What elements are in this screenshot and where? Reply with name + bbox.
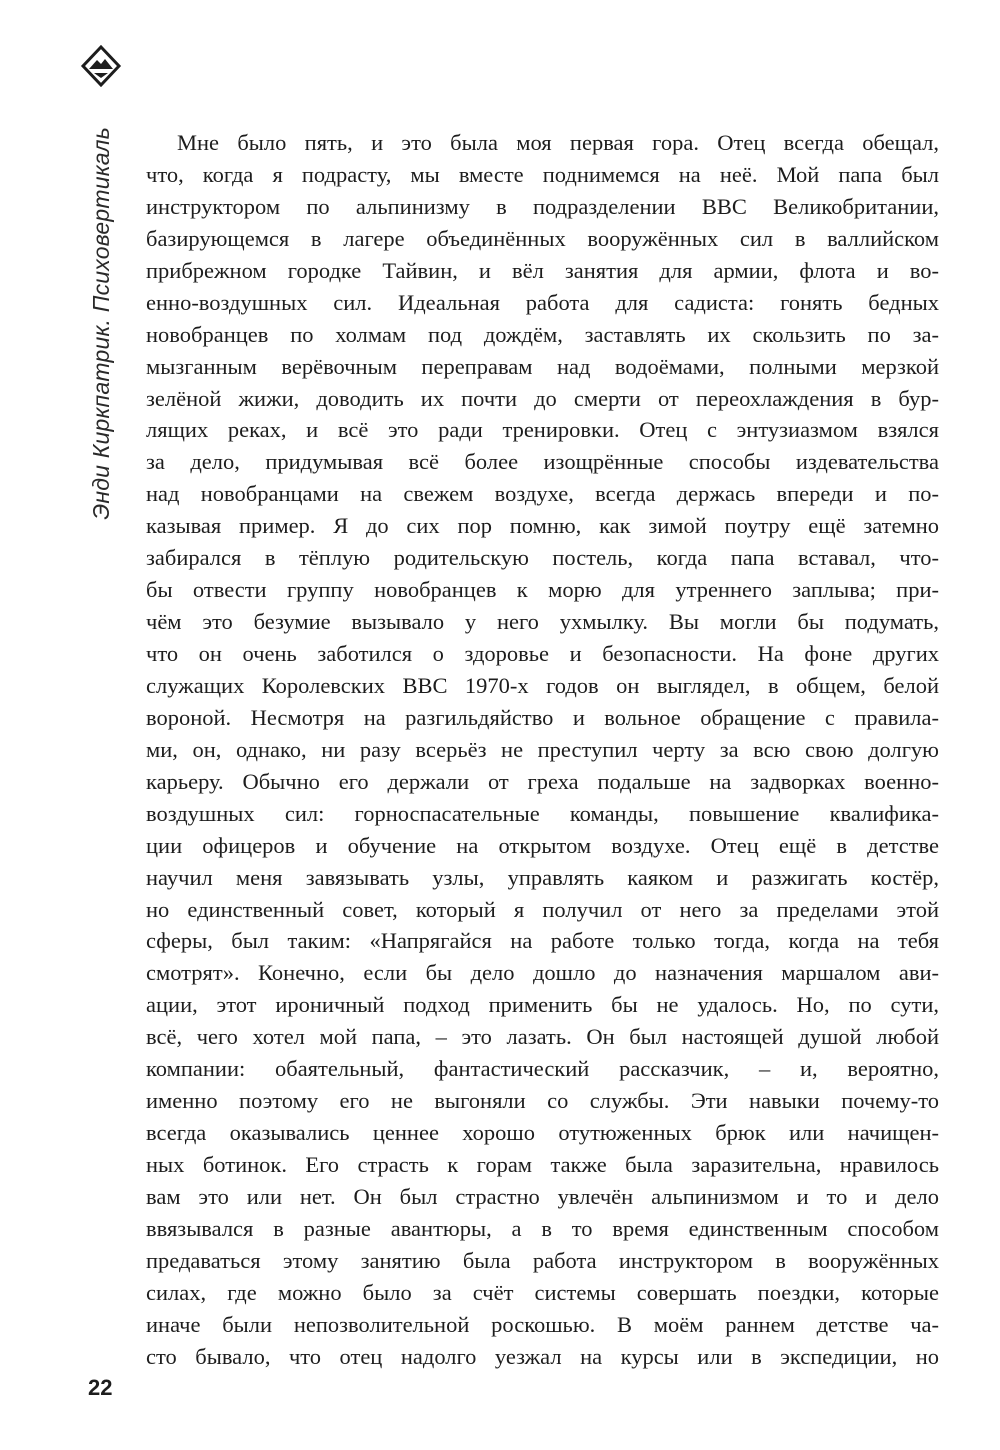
text-line: казывая пример. Я до сих пор помню, как зимой поутру ещё затемно (146, 513, 939, 539)
text-line: компании: обаятельный, фантастический рассказчик, – и, вероятно, (146, 1056, 939, 1082)
text-line: за дело, придумывая всё более изощрённые способы издевательства (146, 449, 939, 475)
body-text (146, 127, 939, 1373)
text-line: зелёной жижи, доводить их почти до смерти от переохлаждения в бур- (146, 385, 939, 411)
text-line: Мне было пять, и это была моя первая гора. Отец всегда обещал, (177, 130, 939, 155)
text-line: но единственный совет, который я получил от него за пределами этой (146, 896, 939, 922)
text-line: прибрежном городке Тайвин, и вёл занятия для армии, флота и во- (146, 257, 939, 283)
text-line: карьеру. Обычно его держали от греха подальше на задворках военно- (146, 768, 939, 794)
text-line: смотрят». Конечно, если бы дело дошло до назначения маршалом ави- (146, 960, 939, 986)
text-line: инструктором по альпинизму в подразделении ВВС Великобритании, (146, 193, 939, 219)
text-line: ми, он, однако, ни разу всерьёз не преступил черту за всю свою долгую (146, 736, 939, 762)
text-line: ввязывался в разные авантюры, а в то время единственным способом (146, 1215, 939, 1241)
text-line: всегда оказывались ценнее хорошо отутюженных брюк или начищен- (146, 1120, 939, 1146)
text-line: всё, чего хотел мой папа, – это лазать. Он был настоящей душой любой (146, 1024, 939, 1050)
text-line: чём это безумие вызывало у него ухмылку. Вы могли бы подумать, (146, 609, 939, 635)
text-line: мызганным верёвочным переправам над водоёмами, полными мерзкой (146, 353, 939, 379)
text-line: лящих реках, и всё это ради тренировки. Отец с энтузиазмом взялся (146, 417, 939, 443)
text-line: базирующемся в лагере объединённых вооружённых сил в валлийском (146, 225, 939, 251)
text-line: служащих Королевских ВВС 1970-х годов он выглядел, в общем, белой (146, 672, 939, 698)
text-line: ции офицеров и обучение на открытом воздухе. Отец ещё в детстве (146, 832, 939, 858)
text-line: забирался в тёплую родительскую постель, когда папа вставал, что- (146, 545, 939, 571)
text-line: вам это или нет. Он был страстно увлечён альпинизмом и то и дело (146, 1183, 939, 1209)
text-line: научил меня завязывать узлы, управлять каяком и разжигать костёр, (146, 864, 939, 890)
text-line: ных ботинок. Его страсть к горам также была заразительна, нравилось (146, 1152, 939, 1177)
text-line: над новобранцами на свежем воздухе, всегда держась впереди и по- (146, 481, 939, 507)
text-line: новобранцев по холмам под дождём, заставлять их скользить по за- (146, 321, 939, 347)
text-line: иначе были непозволительной роскошью. В моём раннем детстве ча- (146, 1311, 939, 1337)
text-line: воздушных сил: горноспасательные команды, повышение квалифика- (146, 800, 939, 826)
text-line: сто бывало, что отец надолго уезжал на курсы или в экспедиции, но (146, 1343, 939, 1369)
text-line: сферы, был таким: «Напрягайся на работе только тогда, когда на тебя (146, 928, 939, 954)
text-line: бы отвести группу новобранцев к морю для утреннего заплыва; при- (146, 577, 939, 603)
text-line: вороной. Несмотря на разгильдяйство и вольное обращение с правила- (146, 704, 939, 730)
text-line: что он очень заботился о здоровье и безопасности. На фоне других (146, 641, 939, 666)
page-number: 22 (88, 1375, 113, 1400)
text-line: предаваться этому занятию была работа инструктором в вооружённых (146, 1247, 939, 1273)
text-line: именно поэтому его не выгоняли со службы. Эти навыки почему-то (146, 1088, 939, 1114)
text-line: силах, где можно было за счёт системы совершать поездки, которые (146, 1279, 939, 1305)
text-line: что, когда я подрасту, мы вместе поднимемся на неё. Мой папа был (146, 161, 939, 187)
text-line: ации, этот ироничный подход применить бы не удалось. Но, по сути, (146, 992, 939, 1018)
mountain-logo-icon (80, 45, 122, 87)
running-head-text: Энди Киркпатрик. Психовертикаль (88, 127, 114, 520)
text-line: енно-воздушных сил. Идеальная работа для садиста: гонять бедных (146, 289, 939, 315)
